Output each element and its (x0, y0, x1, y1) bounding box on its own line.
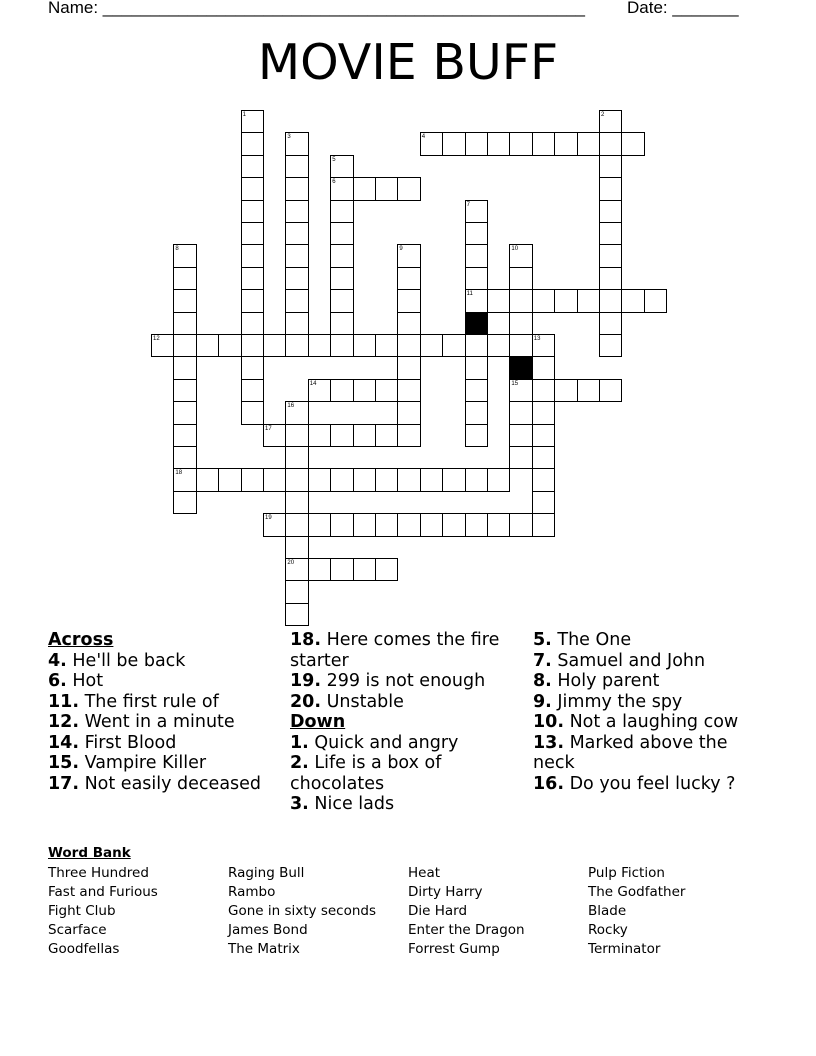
crossword-cell[interactable] (442, 132, 465, 155)
crossword-cell[interactable] (465, 424, 488, 447)
page-title: MOVIE BUFF (257, 34, 559, 91)
word-bank-item: Pulp Fiction (588, 865, 665, 881)
crossword-cell[interactable] (285, 200, 308, 223)
word-bank-item: Fight Club (48, 903, 116, 919)
clue-item (533, 671, 773, 692)
clue-item (48, 692, 283, 713)
crossword-cell[interactable] (173, 446, 196, 469)
crossword-cell[interactable] (241, 312, 264, 335)
crossword-cell[interactable] (241, 132, 264, 155)
clue-item (290, 753, 525, 794)
clue-item (290, 733, 525, 754)
crossword-cell[interactable] (173, 334, 196, 357)
crossword-cell[interactable] (420, 468, 443, 491)
crossword-cell[interactable] (173, 356, 196, 379)
clue-number: 2. (290, 753, 309, 773)
crossword-cell[interactable] (173, 424, 196, 447)
crossword-cell[interactable] (330, 267, 353, 290)
clue-text: Hot (66, 671, 104, 691)
crossword-cell[interactable] (330, 468, 353, 491)
crossword-cell[interactable] (487, 289, 510, 312)
crossword-cell[interactable] (330, 558, 353, 581)
crossword-cell[interactable] (330, 289, 353, 312)
crossword-cell[interactable] (599, 155, 622, 178)
crossword-cell[interactable] (599, 267, 622, 290)
crossword-cell[interactable] (263, 468, 286, 491)
clue-text: Went in a minute (79, 712, 235, 732)
clue-text: Holy parent (551, 671, 660, 691)
clue-number-label: 9 (399, 246, 403, 253)
crossword-cell[interactable] (397, 401, 420, 424)
crossword-cell[interactable] (397, 513, 420, 536)
crossword-cell[interactable] (285, 222, 308, 245)
clue-text: Jimmy the spy (551, 691, 683, 712)
crossword-cell[interactable] (397, 267, 420, 290)
word-bank-item: Blade (588, 903, 627, 919)
crossword-cell[interactable] (509, 267, 532, 290)
crossword-cell[interactable] (397, 177, 420, 200)
clue-item (290, 794, 525, 815)
clue-item (48, 671, 283, 692)
crossword-cell[interactable] (465, 356, 488, 379)
crossword-cell[interactable] (532, 132, 555, 155)
clue-item (290, 692, 525, 713)
crossword-cell[interactable] (599, 334, 622, 357)
clue-item (48, 774, 283, 795)
clue-number-label: 13 (533, 336, 541, 342)
clue-text: Unstable (321, 691, 404, 712)
crossword-cell[interactable] (509, 446, 532, 469)
crossword-cell[interactable] (263, 334, 286, 357)
crossword-cell[interactable] (509, 289, 532, 312)
crossword-cell[interactable] (330, 244, 353, 267)
crossword-cell[interactable] (173, 289, 196, 312)
clue-number-label: 12 (153, 336, 160, 342)
crossword-cell[interactable] (487, 468, 510, 491)
crossword-cell[interactable] (397, 289, 420, 312)
crossword-cell[interactable] (330, 222, 353, 245)
clue-number: 6. (48, 671, 67, 691)
clue-section-heading: Across (48, 630, 114, 650)
crossword-cell[interactable] (173, 267, 196, 290)
crossword-cell[interactable] (241, 401, 264, 424)
crossword-cell[interactable] (442, 468, 465, 491)
clue-text: Not easily deceased (79, 773, 262, 794)
clue-item (533, 774, 773, 795)
word-bank-item: Goodfellas (48, 941, 120, 957)
word-bank-item: James Bond (228, 922, 308, 938)
crossword-cell[interactable] (509, 132, 532, 155)
crossword-cell[interactable] (577, 289, 600, 312)
crossword-cell[interactable] (532, 379, 555, 402)
crossword-cell[interactable] (285, 536, 308, 559)
crossword-cell[interactable] (285, 424, 308, 447)
crossword-cell[interactable] (353, 177, 376, 200)
word-bank-item: Three Hundred (48, 865, 149, 881)
clue-text: Not a laughing cow (564, 712, 739, 732)
crossword-cell[interactable] (353, 468, 376, 491)
crossword-cell[interactable] (577, 132, 600, 155)
blocked-cell (465, 312, 488, 335)
crossword-cell[interactable] (509, 401, 532, 424)
clue-number: 13. (533, 732, 565, 753)
clue-text: The first rule of (79, 691, 219, 712)
crossword-cell[interactable] (599, 379, 622, 402)
clue-number-label: 3 (287, 134, 291, 141)
clue-number: 12. (48, 712, 80, 732)
crossword-cell[interactable] (173, 312, 196, 335)
crossword-cell[interactable] (353, 558, 376, 581)
word-bank-item: Enter the Dragon (408, 922, 525, 938)
crossword-cell[interactable] (532, 446, 555, 469)
crossword-cell[interactable] (375, 177, 398, 200)
crossword-cell[interactable] (420, 513, 443, 536)
word-bank-item: Die Hard (408, 903, 468, 919)
crossword-cell[interactable] (375, 334, 398, 357)
clue-text: The One (551, 630, 632, 650)
word-bank-column-2 (228, 864, 376, 959)
clue-number: 17. (48, 773, 80, 794)
crossword-cell[interactable] (644, 289, 667, 312)
crossword-cell[interactable] (465, 334, 488, 357)
clue-number: 7. (533, 650, 552, 671)
clue-item (48, 712, 283, 733)
clue-item (533, 651, 773, 672)
clue-item (533, 692, 773, 713)
clue-item (290, 630, 525, 671)
crossword-cell[interactable] (465, 401, 488, 424)
clue-column-3 (533, 630, 773, 794)
word-bank-item: Raging Bull (228, 865, 305, 881)
crossword-cell[interactable] (599, 312, 622, 335)
crossword-cell[interactable] (353, 379, 376, 402)
clue-number-label: 5 (332, 156, 336, 163)
crossword-cell[interactable] (330, 312, 353, 335)
crossword-cell[interactable] (330, 513, 353, 536)
crossword-cell[interactable] (308, 468, 331, 491)
crossword-cell[interactable] (397, 468, 420, 491)
crossword-cell[interactable] (420, 334, 443, 357)
crossword-cell[interactable] (285, 468, 308, 491)
clue-column-1 (48, 630, 283, 794)
clue-number-label: 4 (421, 134, 426, 141)
crossword-cell[interactable] (532, 356, 555, 379)
clue-number-label: 11 (466, 291, 473, 298)
clue-text: Marked above the neck (533, 732, 728, 773)
word-bank-item: Terminator (588, 941, 661, 957)
crossword-cell[interactable] (218, 334, 241, 357)
word-bank-item: Gone in sixty seconds (228, 903, 376, 919)
clue-text: Vampire Killer (79, 753, 207, 773)
clue-number: 19. (290, 671, 322, 691)
crossword-cell[interactable] (599, 289, 622, 312)
clue-number-label: 20 (287, 560, 295, 566)
clue-number: 5. (533, 630, 552, 650)
blocked-cell (509, 356, 532, 379)
crossword-cell[interactable] (375, 468, 398, 491)
word-bank-column-3 (408, 864, 525, 959)
crossword-cell[interactable] (397, 356, 420, 379)
crossword-cell[interactable] (465, 132, 488, 155)
crossword-cell[interactable] (173, 401, 196, 424)
crossword-cell[interactable] (330, 424, 353, 447)
crossword-cell[interactable] (241, 289, 264, 312)
crossword-cell[interactable] (465, 513, 488, 536)
clue-item (48, 733, 283, 754)
crossword-cell[interactable] (397, 312, 420, 335)
crossword-cell[interactable] (509, 424, 532, 447)
clue-item (533, 630, 773, 651)
word-bank-item: Rambo (228, 884, 276, 900)
crossword-cell[interactable] (532, 401, 555, 424)
clue-number: 10. (533, 712, 565, 732)
crossword-cell[interactable] (375, 558, 398, 581)
crossword-cell[interactable] (397, 334, 420, 357)
crossword-cell[interactable] (285, 267, 308, 290)
clue-section-heading: Down (290, 712, 346, 732)
crossword-cell[interactable] (397, 379, 420, 402)
crossword-cell[interactable] (285, 289, 308, 312)
crossword-cell[interactable] (509, 334, 532, 357)
crossword-cell[interactable] (621, 132, 644, 155)
crossword-cell[interactable] (621, 289, 644, 312)
clue-text: Do you feel lucky ? (564, 773, 736, 794)
crossword-cell[interactable] (599, 177, 622, 200)
clue-number: 3. (290, 794, 309, 814)
word-bank-item: The Matrix (228, 941, 300, 957)
clue-item (290, 671, 525, 692)
crossword-cell[interactable] (375, 379, 398, 402)
crossword-cell[interactable] (442, 334, 465, 357)
crossword-cell[interactable] (285, 603, 308, 626)
clue-text: 299 is not enough (321, 671, 486, 691)
crossword-cell[interactable] (241, 155, 264, 178)
crossword-cell[interactable] (532, 468, 555, 491)
clue-number-label: 17 (265, 425, 272, 432)
crossword-cell[interactable] (465, 222, 488, 245)
crossword-cell[interactable] (532, 491, 555, 514)
crossword-cell[interactable] (554, 132, 577, 155)
crossword-cell[interactable] (196, 468, 219, 491)
clue-text: Here comes the fire starter (290, 630, 500, 671)
clue-number: 20. (290, 691, 322, 712)
crossword-cell[interactable] (554, 379, 577, 402)
crossword-cell[interactable] (285, 177, 308, 200)
crossword-cell[interactable] (241, 334, 264, 357)
clue-text: First Blood (79, 732, 177, 753)
crossword-cell[interactable] (330, 379, 353, 402)
crossword-cell[interactable] (375, 424, 398, 447)
crossword-cell[interactable] (173, 491, 196, 514)
clue-number: 8. (533, 671, 552, 691)
clue-number: 9. (533, 691, 552, 712)
crossword-cell[interactable] (285, 580, 308, 603)
word-bank-item: Forrest Gump (408, 941, 500, 957)
crossword-cell[interactable] (577, 379, 600, 402)
crossword-cell[interactable] (308, 558, 331, 581)
crossword-cell[interactable] (330, 200, 353, 223)
clue-item (48, 753, 283, 774)
crossword-cell[interactable] (241, 244, 264, 267)
word-bank-item: Heat (408, 865, 441, 881)
clue-number-label: 1 (242, 112, 246, 118)
word-bank-item: Rocky (588, 922, 628, 938)
clue-text: Nice lads (308, 794, 395, 814)
clue-number: 16. (533, 773, 565, 794)
crossword-cell[interactable] (241, 200, 264, 223)
clue-item (533, 712, 773, 733)
crossword-cell[interactable] (509, 312, 532, 335)
crossword-cell[interactable] (509, 513, 532, 536)
crossword-cell[interactable] (308, 334, 331, 357)
crossword-cell[interactable] (487, 334, 510, 357)
crossword-cell[interactable] (173, 379, 196, 402)
crossword-cell[interactable] (241, 222, 264, 245)
crossword-cell[interactable] (465, 379, 488, 402)
crossword-cell[interactable] (241, 379, 264, 402)
word-bank-item: Fast and Furious (48, 884, 158, 900)
clue-number: 11. (48, 691, 80, 712)
clue-number-label: 18 (175, 470, 183, 477)
clue-number: 18. (290, 630, 322, 650)
crossword-cell[interactable] (353, 513, 376, 536)
crossword-cell[interactable] (599, 200, 622, 223)
clue-number-label: 19 (265, 515, 272, 522)
clue-number-label: 6 (332, 179, 336, 186)
crossword-cell[interactable] (487, 513, 510, 536)
crossword-cell[interactable] (285, 312, 308, 335)
name-field-line: Name: ___________________________________________________ (48, 0, 585, 17)
clue-number: 1. (290, 732, 309, 753)
crossword-cell[interactable] (554, 289, 577, 312)
clue-text: Quick and angry (308, 732, 459, 753)
crossword-cell[interactable] (532, 424, 555, 447)
crossword-cell[interactable] (487, 132, 510, 155)
word-bank-column-4 (588, 864, 685, 959)
crossword-cell[interactable] (308, 513, 331, 536)
clue-text: Life is a box of chocolates (290, 753, 442, 794)
word-bank-item: Dirty Harry (408, 884, 483, 900)
clue-item (533, 733, 773, 774)
clue-number-label: 16 (287, 403, 295, 410)
clue-text: He'll be back (66, 650, 186, 671)
word-bank-item: The Godfather (588, 884, 686, 900)
clue-number-label: 8 (175, 246, 179, 253)
crossword-cell[interactable] (308, 424, 331, 447)
clue-number-label: 14 (309, 380, 317, 387)
crossword-cell[interactable] (285, 513, 308, 536)
word-bank-item: Scarface (48, 922, 107, 938)
crossword-cell[interactable] (465, 267, 488, 290)
clue-number: 15. (48, 753, 80, 773)
crossword-cell[interactable] (285, 491, 308, 514)
crossword-cell[interactable] (599, 222, 622, 245)
crossword-cell[interactable] (532, 289, 555, 312)
crossword-cell[interactable] (241, 468, 264, 491)
clue-number-label: 7 (466, 201, 470, 208)
crossword-cell[interactable] (330, 334, 353, 357)
clue-number-label: 10 (511, 246, 519, 253)
clue-column-2 (290, 630, 525, 815)
crossword-cell[interactable] (375, 513, 398, 536)
crossword-cell[interactable] (465, 468, 488, 491)
clue-number: 4. (48, 650, 67, 671)
crossword-cell[interactable] (397, 424, 420, 447)
clue-number: 14. (48, 732, 80, 753)
clue-number-label: 2 (601, 112, 605, 118)
date-field-line: Date: _______ (627, 0, 739, 17)
crossword-cell[interactable] (353, 424, 376, 447)
word-bank-title: Word Bank (48, 845, 131, 861)
clue-number-label: 15 (511, 380, 519, 387)
crossword-cell[interactable] (532, 513, 555, 536)
crossword-cell[interactable] (353, 334, 376, 357)
crossword-cell[interactable] (442, 513, 465, 536)
crossword-cell[interactable] (285, 446, 308, 469)
crossword-cell[interactable] (241, 177, 264, 200)
crossword-cell[interactable] (196, 334, 219, 357)
crossword-cell[interactable] (599, 132, 622, 155)
clue-item (48, 651, 283, 672)
crossword-cell[interactable] (285, 155, 308, 178)
crossword-cell[interactable] (285, 334, 308, 357)
crossword-cell[interactable] (218, 468, 241, 491)
crossword-cell[interactable] (241, 356, 264, 379)
clue-text: Samuel and John (551, 650, 706, 671)
crossword-cell[interactable] (241, 267, 264, 290)
crossword-cell[interactable] (285, 244, 308, 267)
crossword-cell[interactable] (465, 244, 488, 267)
crossword-cell[interactable] (599, 244, 622, 267)
word-bank-column-1 (48, 864, 158, 959)
